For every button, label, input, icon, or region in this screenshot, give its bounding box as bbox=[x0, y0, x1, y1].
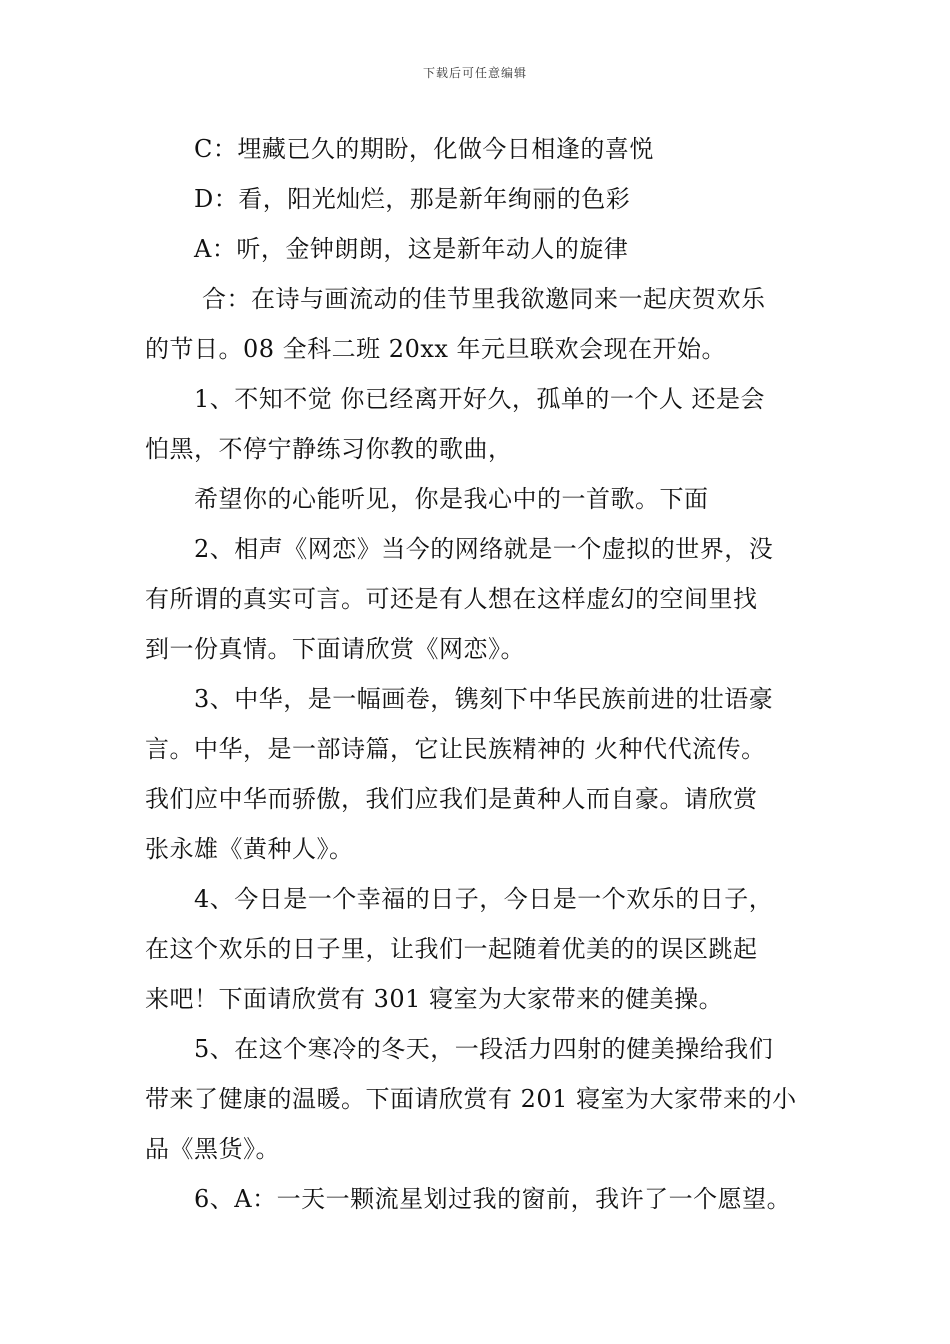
paragraph-1-line-2: 怕黑，不停宁静练习你教的歌曲， bbox=[145, 435, 513, 463]
paragraph-4-line-2: 在这个欢乐的日子里，让我们一起随着优美的的误区跳起 bbox=[145, 935, 758, 963]
paragraph-5-line-3: 品《黑货》。 bbox=[145, 1135, 280, 1163]
paragraph-opening-line-2: 的节日。08 全科二班 20xx 年元旦联欢会现在开始。 bbox=[145, 335, 727, 363]
page-header: 下载后可任意编辑 bbox=[422, 66, 527, 80]
paragraph-4-line-3: 来吧！下面请欣赏有 301 寝室为大家带来的健美操。 bbox=[145, 985, 724, 1013]
paragraph-1-line-3: 希望你的心能听见，你是我心中的一首歌。下面 bbox=[194, 485, 709, 513]
dialogue-line-a: A：听，金钟朗朗，这是新年动人的旋律 bbox=[194, 235, 629, 263]
paragraph-1-line-1: 1、不知不觉 你已经离开好久，孤单的一个人 还是会 bbox=[194, 385, 766, 413]
paragraph-3-line-1: 3、中华，是一幅画卷，镌刻下中华民族前进的壮语豪 bbox=[194, 685, 774, 713]
dialogue-line-c: C：埋藏已久的期盼，化做今日相逢的喜悦 bbox=[194, 135, 654, 163]
paragraph-2-line-3: 到一份真情。下面请欣赏《网恋》。 bbox=[145, 635, 525, 663]
paragraph-6-line-1: 6、A：一天一颗流星划过我的窗前，我许了一个愿望。 bbox=[194, 1185, 792, 1213]
paragraph-3-line-2: 言。中华，是一部诗篇，它让民族精神的 火种代代流传。 bbox=[145, 735, 766, 763]
paragraph-3-line-3: 我们应中华而骄傲，我们应我们是黄种人而自豪。请欣赏 bbox=[145, 785, 758, 813]
paragraph-2-line-1: 2、相声《网恋》当今的网络就是一个虚拟的世界，没 bbox=[194, 535, 774, 563]
paragraph-4-line-1: 4、今日是一个幸福的日子，今日是一个欢乐的日子， bbox=[194, 885, 774, 913]
paragraph-3-line-4: 张永雄《黄种人》。 bbox=[145, 835, 354, 863]
dialogue-line-d: D：看，阳光灿烂，那是新年绚丽的色彩 bbox=[194, 185, 631, 213]
paragraph-opening-line-1: 合：在诗与画流动的佳节里我欲邀同来一起庆贺欢乐 bbox=[202, 285, 766, 313]
paragraph-5-line-1: 5、在这个寒冷的冬天，一段活力四射的健美操给我们 bbox=[194, 1035, 774, 1063]
paragraph-2-line-2: 有所谓的真实可言。可还是有人想在这样虚幻的空间里找 bbox=[145, 585, 758, 613]
paragraph-5-line-2: 带来了健康的温暖。下面请欣赏有 201 寝室为大家带来的小 bbox=[145, 1085, 797, 1113]
